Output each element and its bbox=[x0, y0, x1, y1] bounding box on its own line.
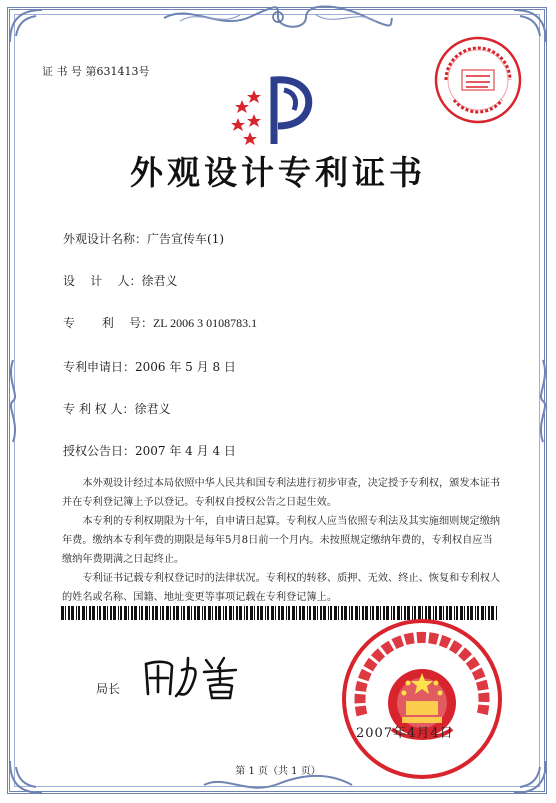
barcode-bar bbox=[271, 606, 274, 620]
barcode-bar bbox=[118, 606, 119, 620]
barcode-bar bbox=[299, 606, 301, 620]
left-ornament bbox=[4, 356, 22, 446]
barcode-bar bbox=[267, 606, 269, 620]
barcode-bar bbox=[191, 606, 192, 620]
barcode-bar bbox=[99, 606, 101, 620]
barcode-bar bbox=[152, 606, 154, 620]
barcode-bar bbox=[309, 606, 311, 620]
barcode-bar bbox=[107, 606, 108, 620]
barcode-bar bbox=[68, 606, 70, 620]
body-paragraph: 本外观设计经过本局依照中华人民共和国专利法进行初步审查，决定授予专利权，颁发本证书并在专利登记簿上予以登记。专利权自授权公告之日起生效。 bbox=[62, 478, 501, 508]
barcode-bar bbox=[334, 606, 337, 620]
barcode-bar bbox=[82, 606, 85, 620]
field-value: 广告宣传车(1) bbox=[147, 232, 225, 246]
field-grant-date bbox=[63, 442, 236, 459]
barcode-bar bbox=[124, 606, 127, 620]
field-patentee bbox=[63, 400, 170, 417]
barcode-bar bbox=[286, 606, 287, 620]
barcode-bar bbox=[265, 606, 266, 620]
certificate-body bbox=[62, 474, 502, 607]
barcode-bar bbox=[239, 606, 242, 620]
barcode-bar bbox=[323, 606, 326, 620]
barcode-bar bbox=[89, 606, 91, 620]
page-number: 第 1 页（共 1 页） bbox=[235, 766, 321, 777]
barcode-bar bbox=[76, 606, 77, 620]
field-label: 专 利 号： bbox=[63, 316, 153, 330]
barcode-bar bbox=[212, 606, 213, 620]
barcode-bar bbox=[131, 606, 133, 620]
right-ornament bbox=[534, 356, 552, 446]
director-label: 局长 bbox=[96, 682, 121, 696]
body-paragraph: 本专利的专利权期限为十年，自申请日起算。专利权人应当依照专利法及其实施细则规定缴纳年费。缴纳本专利年费的期限是每年5月8日前一个月内。未按照规定缴纳年费的，专利权自应当缴纳年费期满之日起终止。 bbox=[62, 516, 501, 565]
barcode-bar bbox=[166, 606, 169, 620]
page-title: 外观设计专利证书 bbox=[130, 153, 426, 192]
barcode-bar bbox=[218, 606, 221, 620]
barcode-bar bbox=[181, 606, 182, 620]
barcode-bar bbox=[128, 606, 129, 620]
barcode-bar bbox=[183, 606, 185, 620]
barcode-bar bbox=[65, 606, 66, 620]
barcode-bar bbox=[215, 606, 217, 620]
barcode-bar bbox=[160, 606, 161, 620]
barcode-bar bbox=[145, 606, 148, 620]
certificate-number: 证 书 号 第631413号 bbox=[42, 65, 150, 78]
barcode-bar bbox=[197, 606, 200, 620]
barcode-bar bbox=[250, 606, 253, 620]
field-value: 2006 年 5 月 8 日 bbox=[135, 360, 236, 374]
field-label: 专利申请日： bbox=[63, 360, 136, 374]
barcode-bar bbox=[296, 606, 297, 620]
barcode-bar bbox=[225, 606, 227, 620]
barcode-bar bbox=[204, 606, 206, 620]
official-seal bbox=[340, 617, 504, 781]
barcode-bar bbox=[194, 606, 196, 620]
barcode-bar bbox=[236, 606, 238, 620]
barcode-bar bbox=[113, 606, 116, 620]
barcode-bar bbox=[307, 606, 308, 620]
tax-stamp bbox=[432, 34, 524, 126]
barcode-bar bbox=[254, 606, 255, 620]
barcode-bar bbox=[288, 606, 290, 620]
barcode-bar bbox=[338, 606, 339, 620]
barcode-bar bbox=[92, 606, 95, 620]
barcode-bar bbox=[162, 606, 164, 620]
barcode-bar bbox=[275, 606, 276, 620]
barcode-bar bbox=[86, 606, 87, 620]
barcode-bar bbox=[110, 606, 112, 620]
barcode-bar bbox=[103, 606, 106, 620]
barcode-bar bbox=[170, 606, 171, 620]
top-ornament bbox=[160, 3, 396, 33]
barcode-bar bbox=[229, 606, 232, 620]
corner-ornament-tl bbox=[6, 6, 46, 46]
barcode-bar bbox=[302, 606, 305, 620]
field-value: 徐君义 bbox=[134, 402, 171, 416]
barcode-bar bbox=[139, 606, 140, 620]
barcode-bar bbox=[187, 606, 190, 620]
barcode-bar bbox=[317, 606, 318, 620]
barcode-bar bbox=[260, 606, 263, 620]
barcode-bar bbox=[313, 606, 316, 620]
field-label: 授权公告日： bbox=[63, 444, 136, 458]
director-signature bbox=[140, 650, 250, 702]
seal-date: 2007年4月4日 bbox=[356, 726, 454, 741]
barcode-bar bbox=[281, 606, 284, 620]
barcode-bar bbox=[134, 606, 137, 620]
barcode-bar bbox=[246, 606, 248, 620]
barcode-bar bbox=[71, 606, 74, 620]
field-application-date bbox=[63, 358, 236, 375]
field-value: 2007 年 4 月 4 日 bbox=[135, 444, 236, 458]
barcode-bar bbox=[141, 606, 143, 620]
barcode-bar bbox=[330, 606, 332, 620]
barcode-bar bbox=[149, 606, 150, 620]
barcode-bar bbox=[257, 606, 259, 620]
field-label: 设 计 人： bbox=[63, 274, 142, 288]
barcode-bar bbox=[120, 606, 122, 620]
field-designer bbox=[63, 272, 178, 289]
barcode-bar bbox=[208, 606, 211, 620]
barcode-bar bbox=[292, 606, 295, 620]
barcode-bar bbox=[173, 606, 175, 620]
field-value: ZL 2006 3 0108783.1 bbox=[152, 316, 258, 330]
barcode-bar bbox=[176, 606, 179, 620]
barcode-bar bbox=[61, 606, 64, 620]
barcode-bar bbox=[244, 606, 245, 620]
barcode-bar bbox=[278, 606, 280, 620]
barcode-bar bbox=[202, 606, 203, 620]
barcode-bar bbox=[97, 606, 98, 620]
field-label: 外观设计名称： bbox=[63, 232, 148, 246]
field-value: 徐君义 bbox=[141, 274, 178, 288]
barcode-bar bbox=[320, 606, 322, 620]
field-label: 专 利 权 人： bbox=[63, 402, 135, 416]
cnipa-logo bbox=[228, 68, 328, 148]
barcode-bar bbox=[155, 606, 158, 620]
barcode-bar bbox=[78, 606, 80, 620]
barcode-bar bbox=[233, 606, 234, 620]
barcode-bar bbox=[223, 606, 224, 620]
field-patent-no bbox=[63, 314, 257, 331]
field-design-name bbox=[63, 230, 224, 247]
barcode-bar bbox=[328, 606, 329, 620]
body-paragraph: 专利证书记载专利权登记时的法律状况。专利权的转移、质押、无效、终止、恢复和专利权人的姓名或名称、国籍、地址变更等事项记载在专利登记簿上。 bbox=[62, 573, 501, 603]
